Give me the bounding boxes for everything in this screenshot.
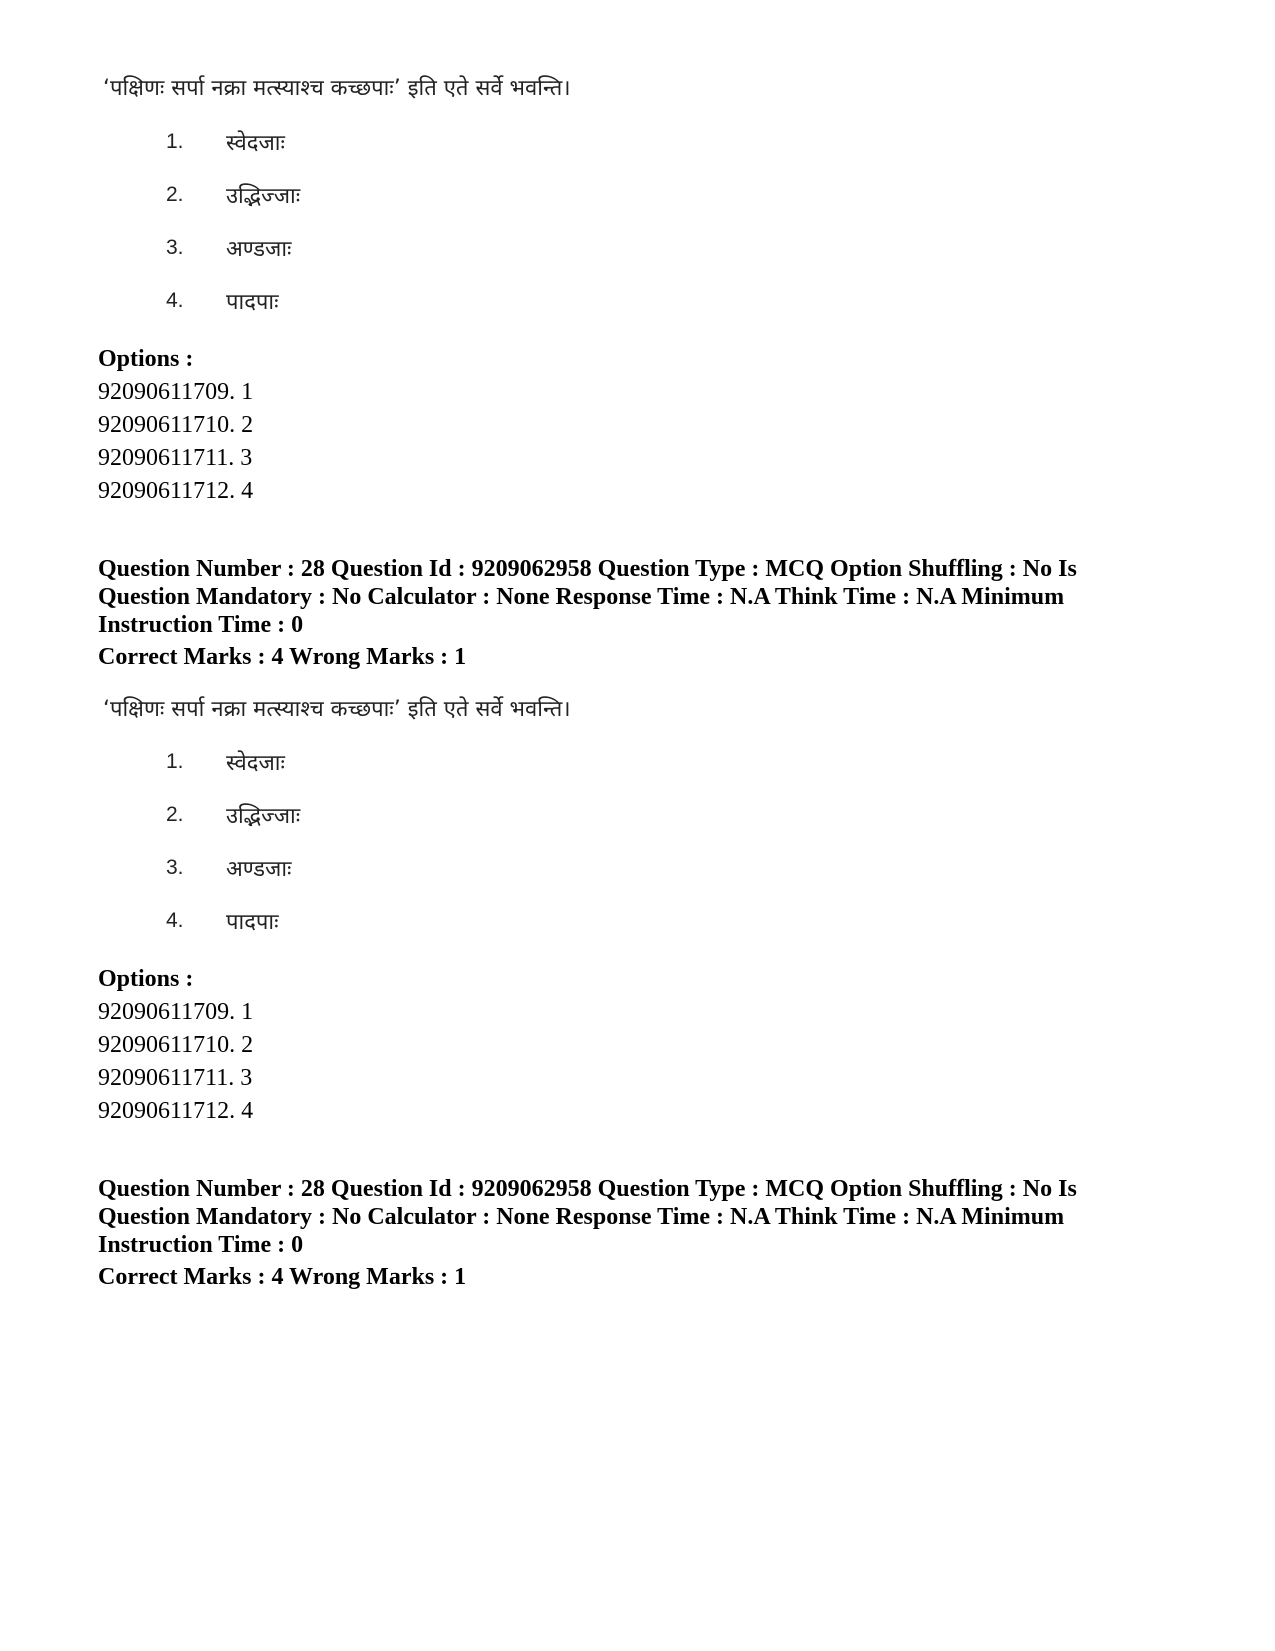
choice-number: 2. <box>166 183 184 206</box>
choice-text: पादपाः <box>226 910 279 935</box>
option-line: 92090611712. 4 <box>98 1098 254 1124</box>
marks-line: Correct Marks : 4 Wrong Marks : 1 <box>98 644 467 670</box>
question-text: ‘पक्षिणः सर्पा नक्रा मत्स्याश्च कच्छपाः’ इति एते सर्वे भवन्ति। <box>103 697 571 722</box>
meta-line: Question Number : 28 Question Id : 9209062958 Question Type : MCQ Option Shuffling : No Is <box>98 556 1077 582</box>
choice-text: पादपाः <box>226 290 279 315</box>
option-line: 92090611711. 3 <box>98 445 253 471</box>
question-meta <box>98 555 1188 639</box>
choice-number: 2. <box>166 803 184 826</box>
question-meta <box>98 1175 1188 1259</box>
choice-text: उद्भिज्जाः <box>226 804 301 829</box>
meta-line: Question Number : 28 Question Id : 9209062958 Question Type : MCQ Option Shuffling : No Is <box>98 1176 1077 1202</box>
meta-line: Instruction Time : 0 <box>98 1232 304 1258</box>
choice-text: उद्भिज्जाः <box>226 184 301 209</box>
choice-text: स्वेदजाः <box>226 751 285 776</box>
choice-number: 1. <box>166 130 184 153</box>
choice-text: अण्डजाः <box>226 237 292 262</box>
options-label: Options : <box>98 346 194 372</box>
meta-line: Instruction Time : 0 <box>98 612 304 638</box>
choice-text: अण्डजाः <box>226 857 292 882</box>
choice-number: 3. <box>166 236 184 259</box>
option-line: 92090611711. 3 <box>98 1065 253 1091</box>
choice-number: 3. <box>166 856 184 879</box>
option-line: 92090611709. 1 <box>98 999 254 1025</box>
meta-line: Question Mandatory : No Calculator : None Response Time : N.A Think Time : N.A Minimum <box>98 584 1065 610</box>
option-line: 92090611709. 1 <box>98 379 254 405</box>
options-label: Options : <box>98 966 194 992</box>
question-text: ‘पक्षिणः सर्पा नक्रा मत्स्याश्च कच्छपाः’ इति एते सर्वे भवन्ति। <box>103 76 571 101</box>
choice-text: स्वेदजाः <box>226 131 285 156</box>
meta-line: Question Mandatory : No Calculator : None Response Time : N.A Think Time : N.A Minimum <box>98 1204 1065 1230</box>
choice-number: 4. <box>166 909 184 932</box>
choice-number: 4. <box>166 289 184 312</box>
option-line: 92090611710. 2 <box>98 412 254 438</box>
marks-line: Correct Marks : 4 Wrong Marks : 1 <box>98 1264 467 1290</box>
choice-number: 1. <box>166 750 184 773</box>
option-line: 92090611710. 2 <box>98 1032 254 1058</box>
option-line: 92090611712. 4 <box>98 478 254 504</box>
